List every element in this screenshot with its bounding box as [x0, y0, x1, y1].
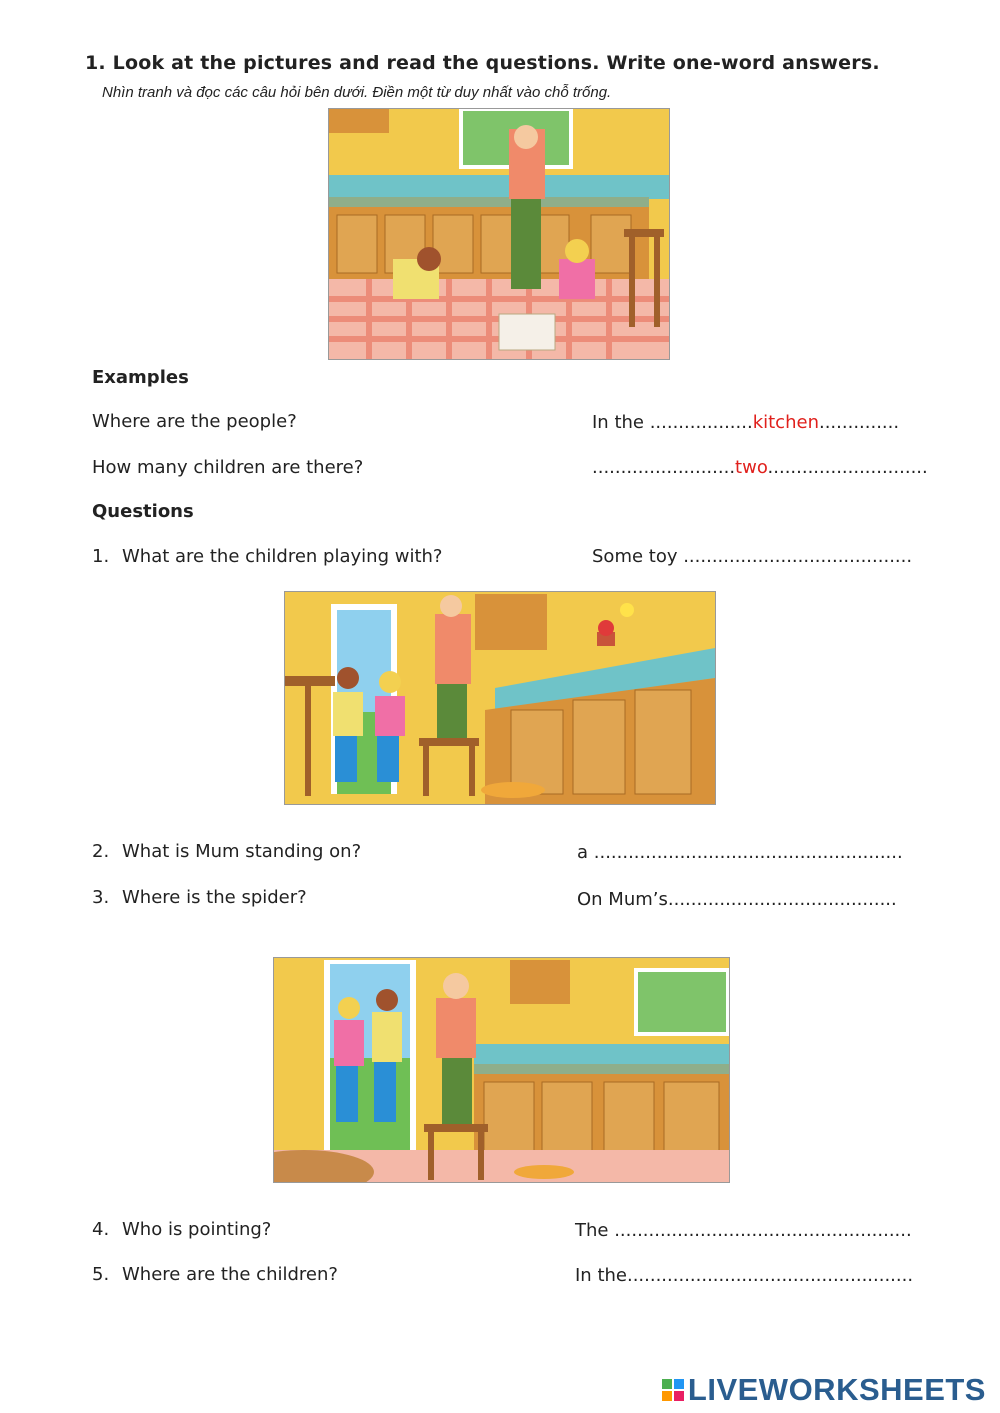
example-answer-2: [592, 457, 928, 478]
question-2-text: What is Mum standing on?: [122, 841, 362, 862]
question-3-text: Where is the spider?: [122, 887, 307, 908]
question-5-number: 5.: [92, 1264, 110, 1285]
answer-field-2[interactable]: a ......................................................: [577, 842, 903, 863]
kitchen-picture-3: [273, 957, 730, 1183]
exercise-title: 1. Look at the pictures and read the questions. Write one-word answers.: [85, 52, 880, 74]
question-5-text: Where are the children?: [122, 1264, 338, 1285]
example-answer-2-word: two: [735, 457, 768, 478]
liveworksheets-logo: [662, 1372, 986, 1408]
kitchen-picture-2: [284, 591, 716, 805]
question-3: [92, 887, 307, 908]
question-4-number: 4.: [92, 1219, 110, 1240]
answer-field-4[interactable]: The ....................................................: [575, 1220, 912, 1241]
questions-heading: Questions: [92, 501, 194, 522]
example-answer-1: [592, 412, 899, 433]
example-answer-1-word: kitchen: [752, 412, 819, 433]
example-answer-1-suffix: ..............: [818, 412, 900, 433]
question-4-text: Who is pointing?: [122, 1219, 272, 1240]
brand-name: LIVEWORKSHEETS: [687, 1372, 986, 1407]
example-answer-2-suffix: ............................: [767, 457, 928, 478]
answer-field-5[interactable]: In the..................................................: [575, 1265, 914, 1286]
example-answer-1-prefix: In the ..................: [592, 412, 753, 433]
example-question-1: Where are the people?: [92, 411, 297, 432]
question-4: [92, 1219, 271, 1240]
question-3-number: 3.: [92, 887, 110, 908]
question-1: [92, 546, 442, 567]
answer-field-1[interactable]: Some toy ........................................: [592, 546, 913, 567]
exercise-subtitle: Nhìn tranh và đọc các câu hỏi bên dưới. Điền một từ duy nhất vào chỗ trống.: [102, 84, 612, 101]
answer-field-3[interactable]: On Mum’s........................................: [577, 889, 897, 910]
examples-heading: Examples: [92, 367, 189, 388]
example-question-2: How many children are there?: [92, 457, 364, 478]
question-1-text: What are the children playing with?: [122, 546, 443, 567]
example-answer-2-prefix: .........................: [592, 457, 736, 478]
question-2: [92, 841, 361, 862]
kitchen-picture-1: [328, 108, 670, 360]
question-2-number: 2.: [92, 841, 110, 862]
question-5: [92, 1264, 338, 1285]
liveworksheets-logo-icon: [662, 1379, 684, 1401]
question-1-number: 1.: [92, 546, 110, 567]
